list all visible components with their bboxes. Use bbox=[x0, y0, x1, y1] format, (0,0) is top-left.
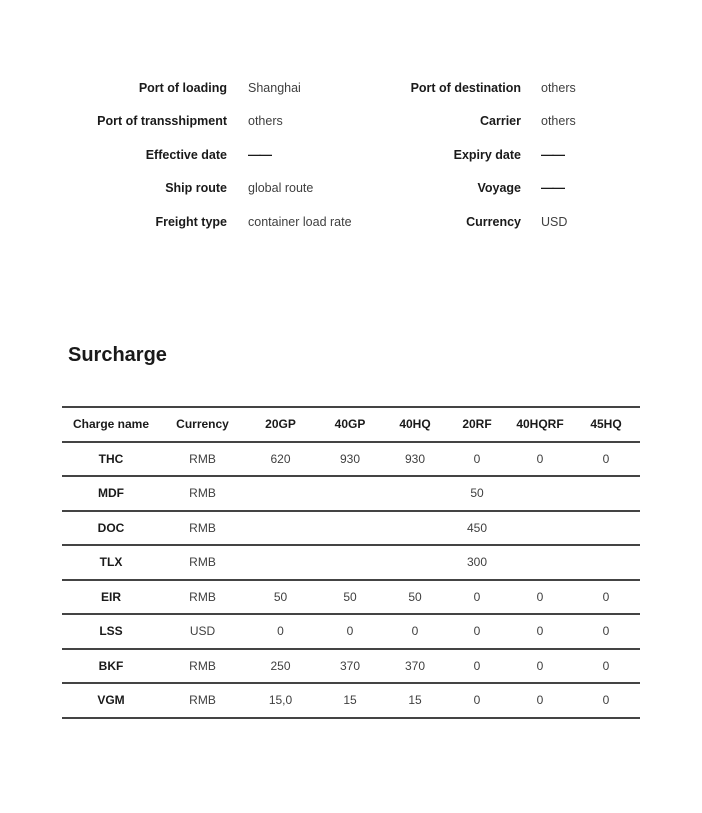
value-cell-20rf: 0 bbox=[473, 658, 481, 673]
column-header-40gp: 40GP bbox=[334, 417, 366, 432]
charge-name-cell: BKF bbox=[98, 658, 124, 673]
value-cell-40hqrf bbox=[508, 511, 572, 546]
field-value-left: container load rate bbox=[248, 214, 352, 229]
column-header-40hqrf: 40HQRF bbox=[516, 417, 564, 432]
value-cell-40hq: 930 bbox=[404, 451, 426, 466]
value-cell-20gp bbox=[245, 545, 316, 580]
column-header-40hq: 40HQ bbox=[399, 417, 431, 432]
charge-name-cell: THC bbox=[98, 451, 124, 466]
value-cell-45hq: 0 bbox=[602, 624, 610, 639]
field-label-right: Port of destination bbox=[410, 80, 521, 95]
table-row bbox=[62, 580, 640, 615]
value-cell-45hq: 0 bbox=[602, 589, 610, 604]
value-cell-40gp: 370 bbox=[339, 658, 361, 673]
currency-cell: RMB bbox=[189, 520, 216, 535]
table-row bbox=[62, 649, 640, 684]
field-value-right: —— bbox=[541, 181, 564, 196]
value-cell-40hqrf bbox=[508, 476, 572, 511]
charge-name-cell: DOC bbox=[97, 520, 125, 535]
value-cell-20rf: 0 bbox=[473, 589, 481, 604]
value-cell-20rf: 0 bbox=[473, 624, 481, 639]
value-cell-40hq: 370 bbox=[404, 658, 426, 673]
value-cell-40hq bbox=[384, 545, 446, 580]
field-value-left: others bbox=[248, 114, 283, 129]
field-label-left: Port of loading bbox=[138, 80, 227, 95]
field-label-right: Voyage bbox=[477, 181, 521, 196]
field-row bbox=[0, 71, 702, 105]
value-cell-45hq: 0 bbox=[602, 451, 610, 466]
field-label-left: Port of transshipment bbox=[97, 114, 227, 129]
table-body bbox=[62, 442, 640, 718]
value-cell-20gp bbox=[245, 476, 316, 511]
column-header-20rf: 20RF bbox=[462, 417, 492, 432]
value-cell-40gp: 15 bbox=[343, 693, 357, 708]
value-cell-40gp bbox=[316, 511, 384, 546]
value-cell-40gp bbox=[316, 476, 384, 511]
field-row bbox=[0, 138, 702, 172]
column-header-20gp: 20GP bbox=[265, 417, 296, 432]
field-label-left: Effective date bbox=[145, 147, 227, 162]
field-value-left: Shanghai bbox=[248, 80, 301, 95]
value-cell-40hq: 15 bbox=[408, 693, 422, 708]
value-cell-20gp: 620 bbox=[270, 451, 291, 466]
table-header-row bbox=[62, 407, 640, 442]
value-cell-45hq bbox=[572, 511, 640, 546]
value-cell-40hqrf bbox=[508, 545, 572, 580]
value-cell-40hq bbox=[384, 511, 446, 546]
currency-cell: RMB bbox=[189, 693, 216, 708]
value-cell-20gp: 15,0 bbox=[268, 693, 293, 708]
field-value-right: —— bbox=[541, 147, 564, 162]
value-cell-20gp bbox=[245, 511, 316, 546]
value-cell-40gp: 0 bbox=[346, 624, 354, 639]
field-label-left: Freight type bbox=[155, 214, 227, 229]
currency-cell: USD bbox=[189, 624, 216, 639]
charge-name-cell: VGM bbox=[97, 693, 125, 708]
currency-cell: RMB bbox=[189, 658, 216, 673]
value-cell-45hq bbox=[572, 476, 640, 511]
charge-name-cell: TLX bbox=[99, 555, 123, 570]
field-label-right: Currency bbox=[466, 214, 521, 229]
currency-cell: RMB bbox=[189, 589, 216, 604]
field-row bbox=[0, 105, 702, 139]
table-row bbox=[62, 545, 640, 580]
value-cell-20rf: 300 bbox=[466, 555, 488, 570]
column-header-charge-name: Charge name bbox=[72, 417, 150, 432]
field-value-left: —— bbox=[248, 147, 271, 162]
value-cell-20rf: 450 bbox=[466, 520, 488, 535]
value-cell-20gp: 250 bbox=[270, 658, 291, 673]
value-cell-40gp: 50 bbox=[343, 589, 357, 604]
value-cell-45hq: 0 bbox=[602, 693, 610, 708]
value-cell-20rf: 0 bbox=[473, 693, 481, 708]
field-row bbox=[0, 172, 702, 206]
surcharge-heading: Surcharge bbox=[68, 344, 167, 366]
value-cell-40hqrf: 0 bbox=[536, 624, 544, 639]
field-value-right: others bbox=[541, 114, 576, 129]
column-header-currency: Currency bbox=[176, 417, 229, 432]
currency-cell: RMB bbox=[189, 555, 216, 570]
currency-cell: RMB bbox=[189, 451, 216, 466]
charge-name-cell: MDF bbox=[98, 486, 124, 501]
value-cell-20gp: 50 bbox=[273, 589, 288, 604]
table-row bbox=[62, 511, 640, 546]
value-cell-40gp bbox=[316, 545, 384, 580]
table-row bbox=[62, 614, 640, 649]
value-cell-40hqrf: 0 bbox=[536, 693, 544, 708]
value-cell-20rf: 50 bbox=[470, 486, 484, 501]
value-cell-45hq: 0 bbox=[602, 658, 610, 673]
field-label-right: Carrier bbox=[480, 114, 521, 129]
value-cell-40hqrf: 0 bbox=[536, 589, 544, 604]
shipment-info-section bbox=[0, 71, 702, 239]
field-value-right: others bbox=[541, 80, 576, 95]
table-row bbox=[62, 476, 640, 511]
currency-cell: RMB bbox=[189, 486, 216, 501]
surcharge-table bbox=[62, 406, 640, 719]
value-cell-45hq bbox=[572, 545, 640, 580]
charge-name-cell: EIR bbox=[100, 589, 121, 604]
value-cell-40hq: 50 bbox=[408, 589, 422, 604]
field-label-right: Expiry date bbox=[453, 147, 521, 162]
value-cell-20gp: 0 bbox=[277, 624, 284, 639]
field-value-left: global route bbox=[248, 181, 314, 196]
table-row bbox=[62, 442, 640, 477]
table-row bbox=[62, 683, 640, 718]
value-cell-40hqrf: 0 bbox=[536, 451, 544, 466]
column-header-45hq: 45HQ bbox=[590, 417, 622, 432]
field-value-right: USD bbox=[541, 214, 568, 229]
field-row bbox=[0, 205, 702, 239]
value-cell-40hq bbox=[384, 476, 446, 511]
charge-name-cell: LSS bbox=[99, 624, 123, 639]
value-cell-20rf: 0 bbox=[473, 451, 481, 466]
value-cell-40hqrf: 0 bbox=[536, 658, 544, 673]
field-label-left: Ship route bbox=[165, 181, 227, 196]
value-cell-40hq: 0 bbox=[411, 624, 419, 639]
value-cell-40gp: 930 bbox=[339, 451, 361, 466]
